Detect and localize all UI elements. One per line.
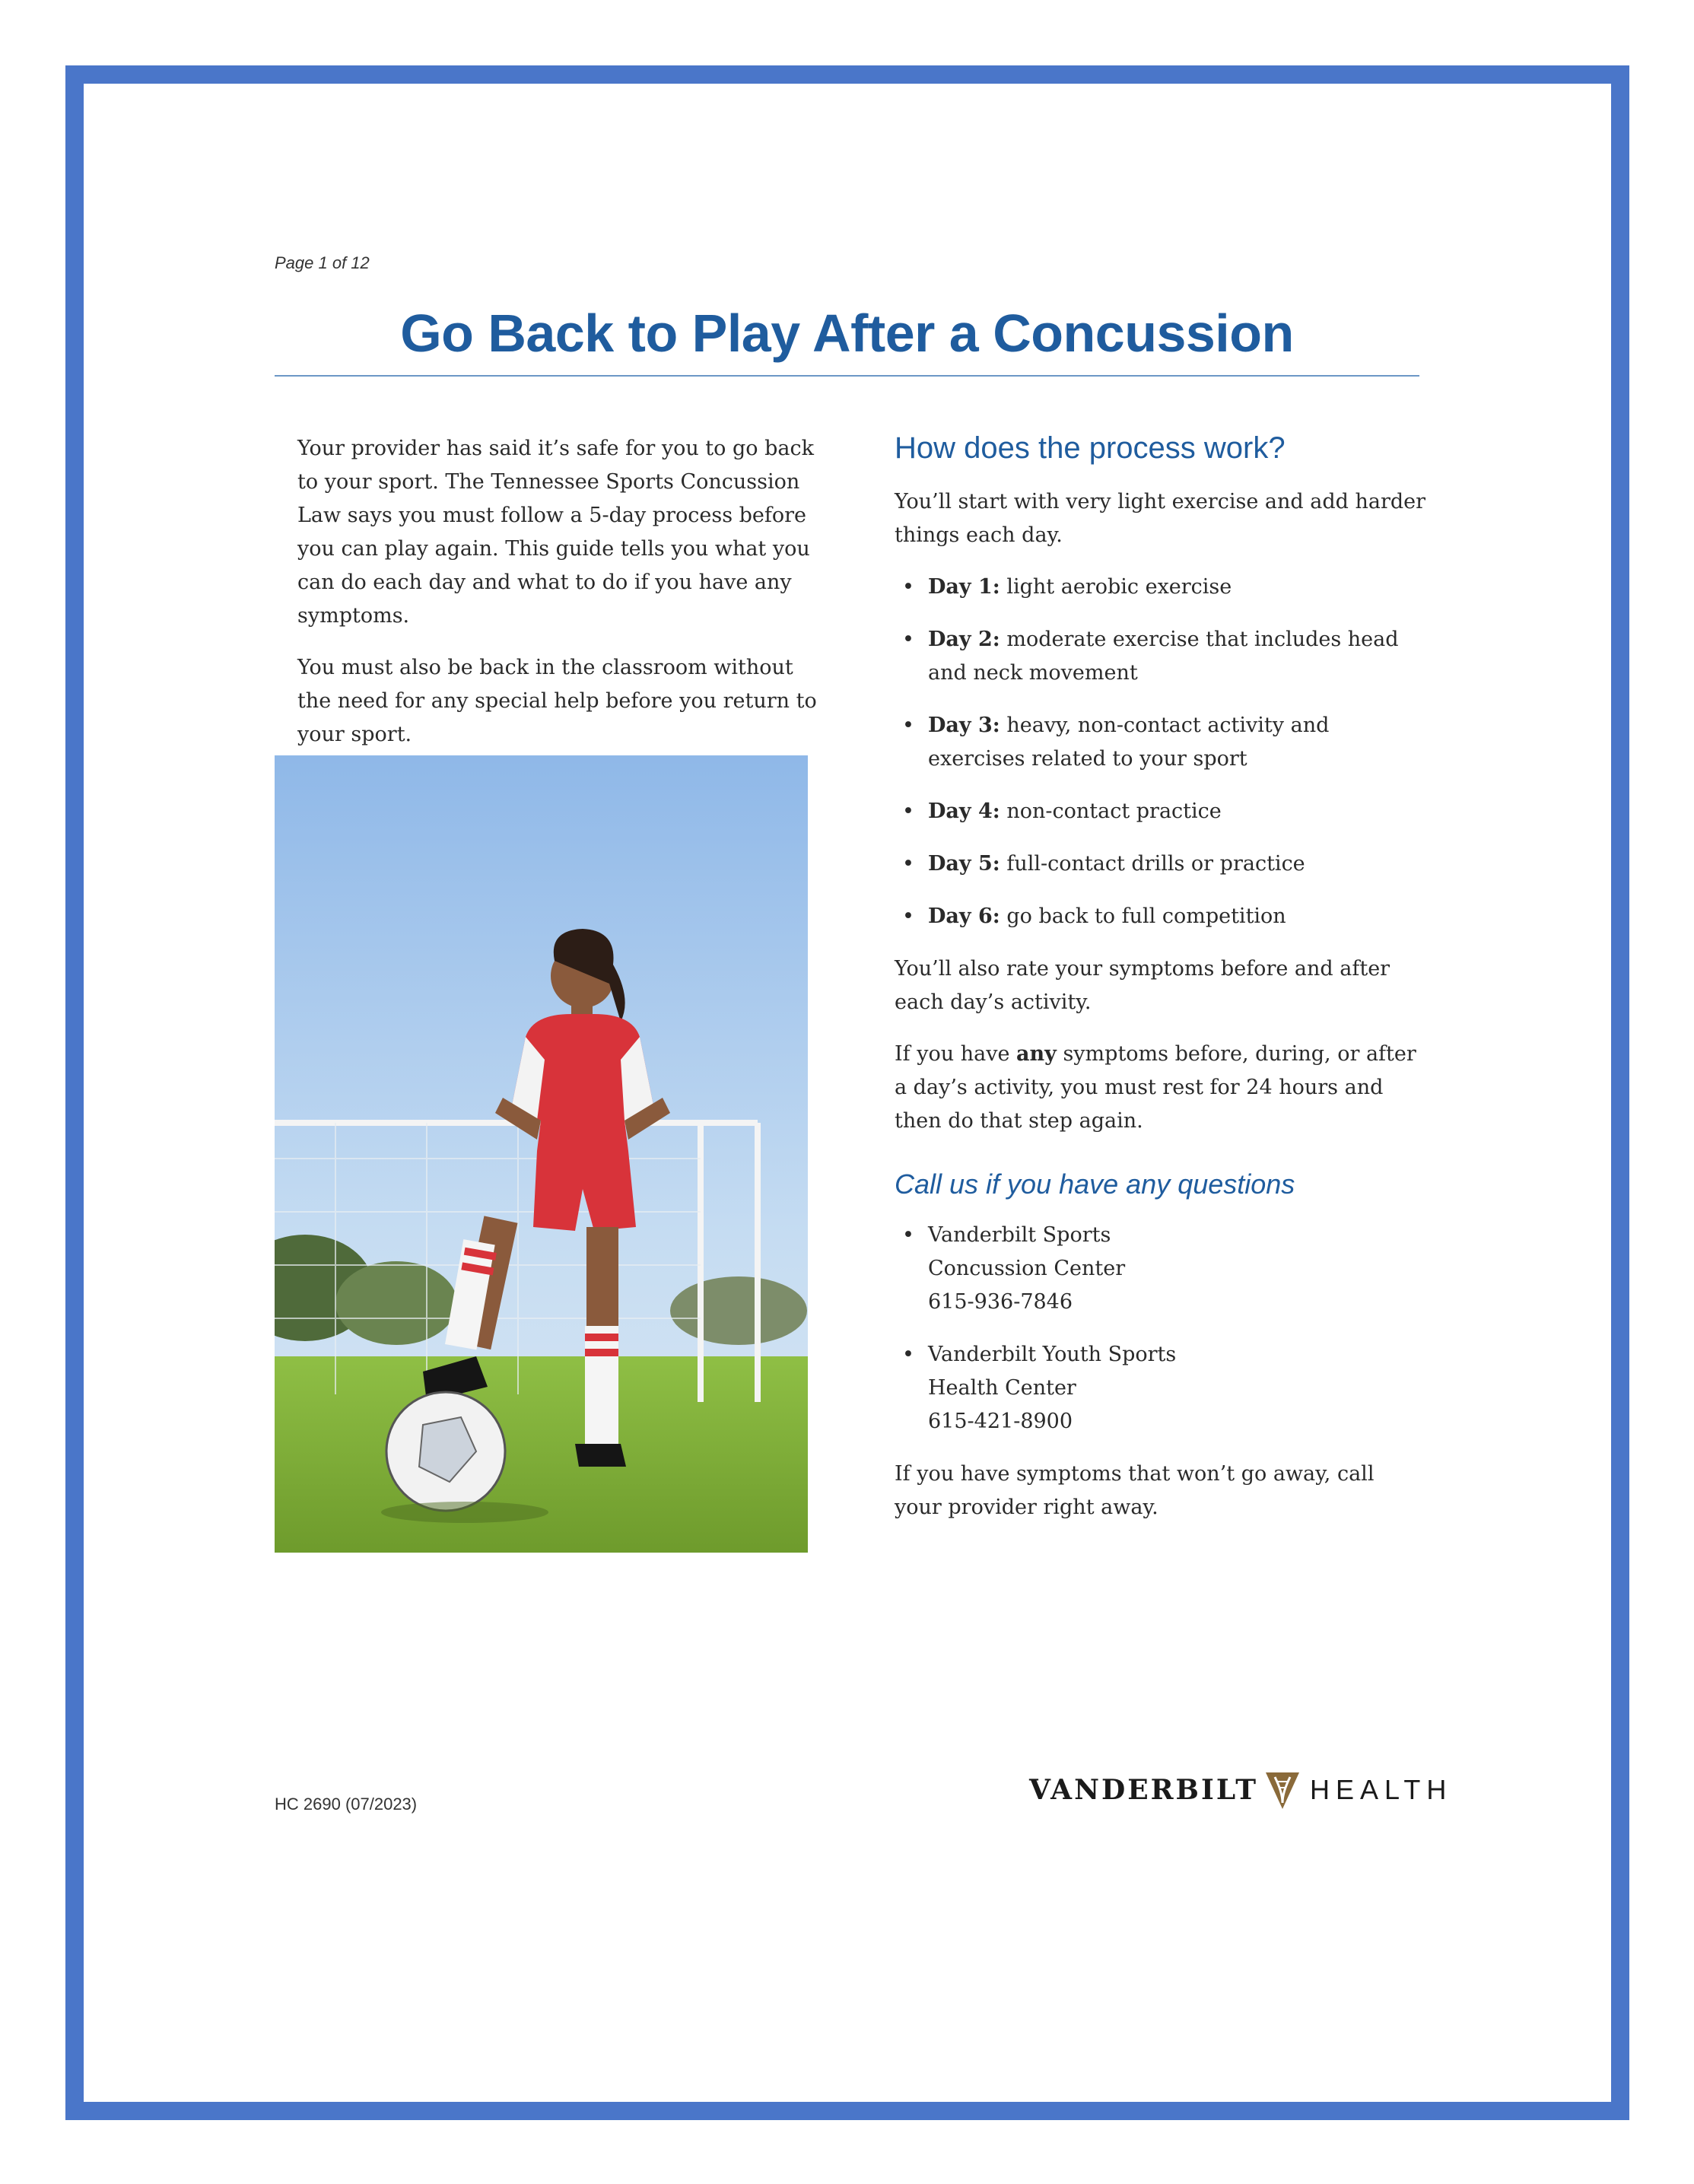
- list-item: • Day 4: non-contact practice: [895, 795, 1427, 828]
- process-intro: You’ll start with very light exercise and add harder things each day.: [895, 490, 1426, 547]
- contact-name: Vanderbilt Youth Sports: [928, 1343, 1177, 1366]
- logo-wordmark-right: HEALTH: [1309, 1774, 1453, 1805]
- contact-name: Concussion Center: [928, 1257, 1126, 1280]
- intro-paragraph-1: Your provider has said it’s safe for you to go back to your sport. The Tennessee Sports Concussion Law says you must follow a 5-day process before you can play again. This guide tells you what you can do each day and what to do if you have any symptoms.: [297, 437, 814, 628]
- bullet-icon: •: [902, 800, 914, 823]
- intro-column: [297, 432, 822, 770]
- page-number: Page 1 of 12: [275, 253, 370, 272]
- contact-phone[interactable]: 615-421-8900: [928, 1410, 1073, 1433]
- closing-paragraph: If you have symptoms that won’t go away, call your provider right away.: [895, 1462, 1375, 1519]
- oak-leaf-v-icon: [1264, 1769, 1301, 1810]
- bullet-icon: •: [902, 628, 914, 651]
- list-item: • Day 6: go back to full competition: [895, 900, 1427, 933]
- intro-paragraph-2: You must also be back in the classroom without the need for any special help before you return to your sport.: [297, 656, 817, 746]
- bullet-icon: •: [902, 1343, 914, 1366]
- contacts-heading: Call us if you have any questions: [895, 1168, 1295, 1200]
- rate-paragraph: You’ll also rate your symptoms before and after each day’s activity.: [895, 957, 1390, 1014]
- process-heading: How does the process work?: [895, 431, 1286, 465]
- contact-list: [895, 1219, 1427, 1439]
- list-item: [895, 1219, 1427, 1319]
- day-list: [895, 571, 1427, 933]
- list-item: • Day 3: heavy, non-contact activity and exercises related to your sport: [895, 709, 1427, 776]
- contact-name: Health Center: [928, 1376, 1076, 1400]
- contact-phone[interactable]: 615-936-7846: [928, 1290, 1073, 1314]
- bullet-icon: •: [902, 575, 914, 599]
- contact-name: Vanderbilt Sports: [928, 1223, 1111, 1247]
- page-title: Go Back to Play After a Concussion: [400, 304, 1294, 363]
- list-item: • Day 1: light aerobic exercise: [895, 571, 1427, 604]
- process-column: [895, 428, 1427, 1543]
- logo-wordmark-left: VANDERBILT: [1029, 1774, 1258, 1806]
- vanderbilt-health-logo: [1029, 1767, 1452, 1813]
- rest-paragraph: If you have any symptoms before, during, or after a day’s activity, you must rest for 24 hours and then do that step again.: [895, 1042, 1416, 1133]
- bullet-icon: •: [902, 1223, 914, 1247]
- bullet-icon: •: [902, 714, 914, 737]
- list-item: • Day 2: moderate exercise that includes head and neck movement: [895, 623, 1427, 690]
- bullet-icon: •: [902, 904, 914, 928]
- soccer-player-photo: [275, 755, 808, 1553]
- list-item: [895, 1338, 1427, 1439]
- form-code: HC 2690 (07/2023): [275, 1795, 418, 1814]
- bullet-icon: •: [902, 852, 914, 876]
- list-item: • Day 5: full-contact drills or practice: [895, 847, 1427, 881]
- title-divider: [275, 375, 1419, 377]
